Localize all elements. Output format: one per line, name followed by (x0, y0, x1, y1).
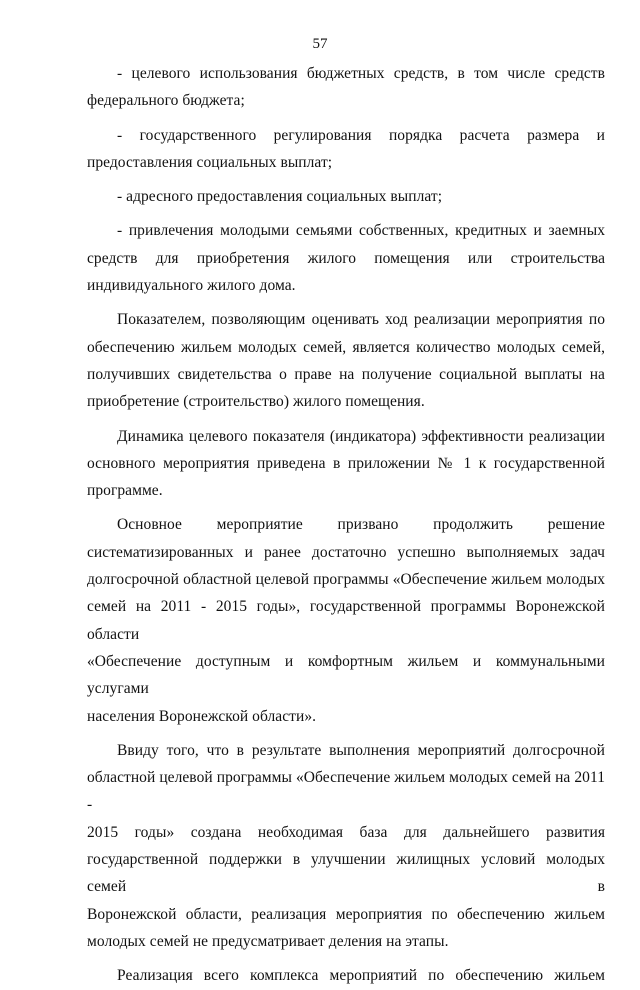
text-line: 2015 годы» создана необходимая база для дальнейшего развития (87, 823, 605, 841)
text-line: Ввиду того, что в результате выполнения мероприятий долгосрочной (117, 741, 605, 759)
text-line: основного мероприятия приведена в приложении № 1 к государственной (87, 454, 605, 472)
paragraph-6 (87, 423, 605, 505)
paragraph-5 (87, 306, 605, 415)
text-line: Основное мероприятие призвано продолжить решение (117, 516, 605, 534)
text-line: молодых семей не предусматривает деления на этапы. (87, 932, 449, 950)
text-line: - целевого использования бюджетных средств, в том числе средств (117, 65, 605, 82)
text-line: областной целевой программы «Обеспечение жильем молодых семей на 2011 - (87, 769, 605, 814)
text-line: Реализация всего комплекса мероприятий по обеспечению жильем (117, 967, 605, 985)
text-line: - привлечения молодыми семьями собственных, кредитных и заемных (117, 222, 605, 240)
text-line: - государственного регулирования порядка расчета размера и (117, 126, 605, 144)
text-line: долгосрочной областной целевой программы «Обеспечение жильем молодых (87, 571, 605, 589)
text-line: Показателем, позволяющим оценивать ход реализации мероприятия по (117, 311, 605, 329)
paragraph-9 (87, 962, 605, 989)
paragraph-8 (87, 737, 605, 955)
text-line: средств для приобретения жилого помещения или строительства (87, 249, 605, 267)
text-line: обеспечению жильем молодых семей, является количество молодых семей, (87, 338, 605, 356)
paragraph-4 (87, 217, 605, 299)
text-line: систематизированных и ранее достаточно успешно выполняемых задач (87, 543, 605, 561)
text-line: программе. (87, 482, 163, 500)
text-line: Воронежской области, реализация мероприятия по обеспечению жильем (87, 905, 605, 923)
text-line: Динамика целевого показателя (индикатора) эффективности реализации (117, 427, 605, 445)
text-line: индивидуального жилого дома. (87, 277, 296, 295)
paragraph-1 (87, 60, 605, 115)
text-line: населения Воронежской области». (87, 707, 317, 725)
text-line: приобретение (строительство) жилого помещения. (87, 393, 425, 411)
document-body (87, 60, 605, 990)
text-line: семей на 2011 - 2015 годы», государственной программы Воронежской области (87, 598, 605, 643)
paragraph-2 (87, 122, 605, 177)
text-line: федерального бюджета; (87, 92, 245, 110)
text-line: получивших свидетельства о праве на получение социальной выплаты на (87, 365, 605, 383)
text-line: - адресного предоставления социальных выплат; (117, 188, 443, 206)
paragraph-7 (87, 511, 605, 729)
text-line: «Обеспечение доступным и комфортным жильем и коммунальными услугами (87, 652, 605, 698)
text-line: предоставления социальных выплат; (87, 153, 333, 171)
page-number: 57 (312, 36, 328, 52)
text-line: государственной поддержки в улучшении жилищных условий молодых семей в (87, 851, 605, 896)
paragraph-3 (87, 183, 605, 210)
